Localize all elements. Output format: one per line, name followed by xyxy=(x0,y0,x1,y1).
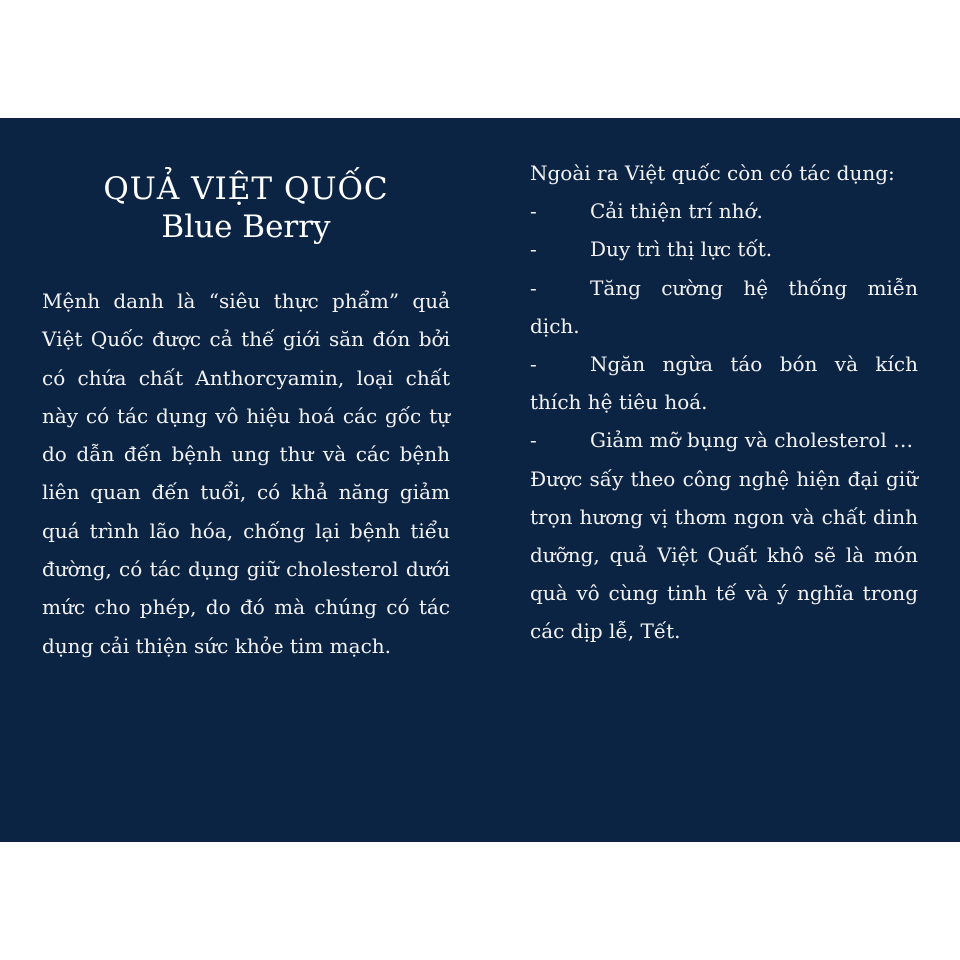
intro-paragraph: Ngoài ra Việt quốc còn có tác dụng: xyxy=(530,161,895,185)
left-column xyxy=(42,170,450,665)
left-paragraph: Mệnh danh là “siêu thực phẩm” quả Việt Quốc được cả thế giới săn đón bởi có chứa chất Anthorcyamin, loại chất này có tác dụng vô hiệu hoá các gốc tự do dẫn đến bệnh ung thư và các bệnh liên quan đến tuổi, có khả năng giảm quá trình lão hóa, chống lại bệnh tiểu đường, có tác dụng giữ cholesterol dưới mức cho phép, do đó mà chúng có tác dụng cải thiện sức khỏe tim mạch. xyxy=(42,289,450,658)
bullet-dash: - xyxy=(530,199,537,224)
bullet-dash: - xyxy=(530,352,537,377)
title-english: Blue Berry xyxy=(161,209,331,245)
benefit-text: Tăng cường hệ thống miễn dịch. xyxy=(530,275,918,338)
benefit-text: Duy trì thị lực tốt. xyxy=(590,237,773,262)
title-block xyxy=(42,170,450,246)
benefit-item xyxy=(530,269,918,345)
right-column xyxy=(530,154,918,651)
bullet-dash: - xyxy=(530,428,537,453)
benefit-item xyxy=(530,192,918,230)
benefit-text: Ngăn ngừa táo bón và kích thích hệ tiêu hoá. xyxy=(530,352,918,415)
content-panel xyxy=(0,118,960,842)
title-vietnamese: QUẢ VIỆT QUỐC xyxy=(103,171,389,207)
benefit-text: Cải thiện trí nhớ. xyxy=(590,199,763,224)
benefit-item xyxy=(530,421,918,459)
benefit-text: Giảm mỡ bụng và cholesterol … xyxy=(590,428,914,453)
closing-paragraph: Được sấy theo công nghệ hiện đại giữ trọn hương vị thơm ngon và chất dinh dưỡng, quả Việt Quất khô sẽ là món quà vô cùng tinh tế và ý nghĩa trong các dịp lễ, Tết. xyxy=(530,466,918,644)
bullet-dash: - xyxy=(530,237,537,262)
bullet-dash: - xyxy=(530,275,537,300)
benefit-item xyxy=(530,230,918,268)
benefit-item xyxy=(530,345,918,421)
